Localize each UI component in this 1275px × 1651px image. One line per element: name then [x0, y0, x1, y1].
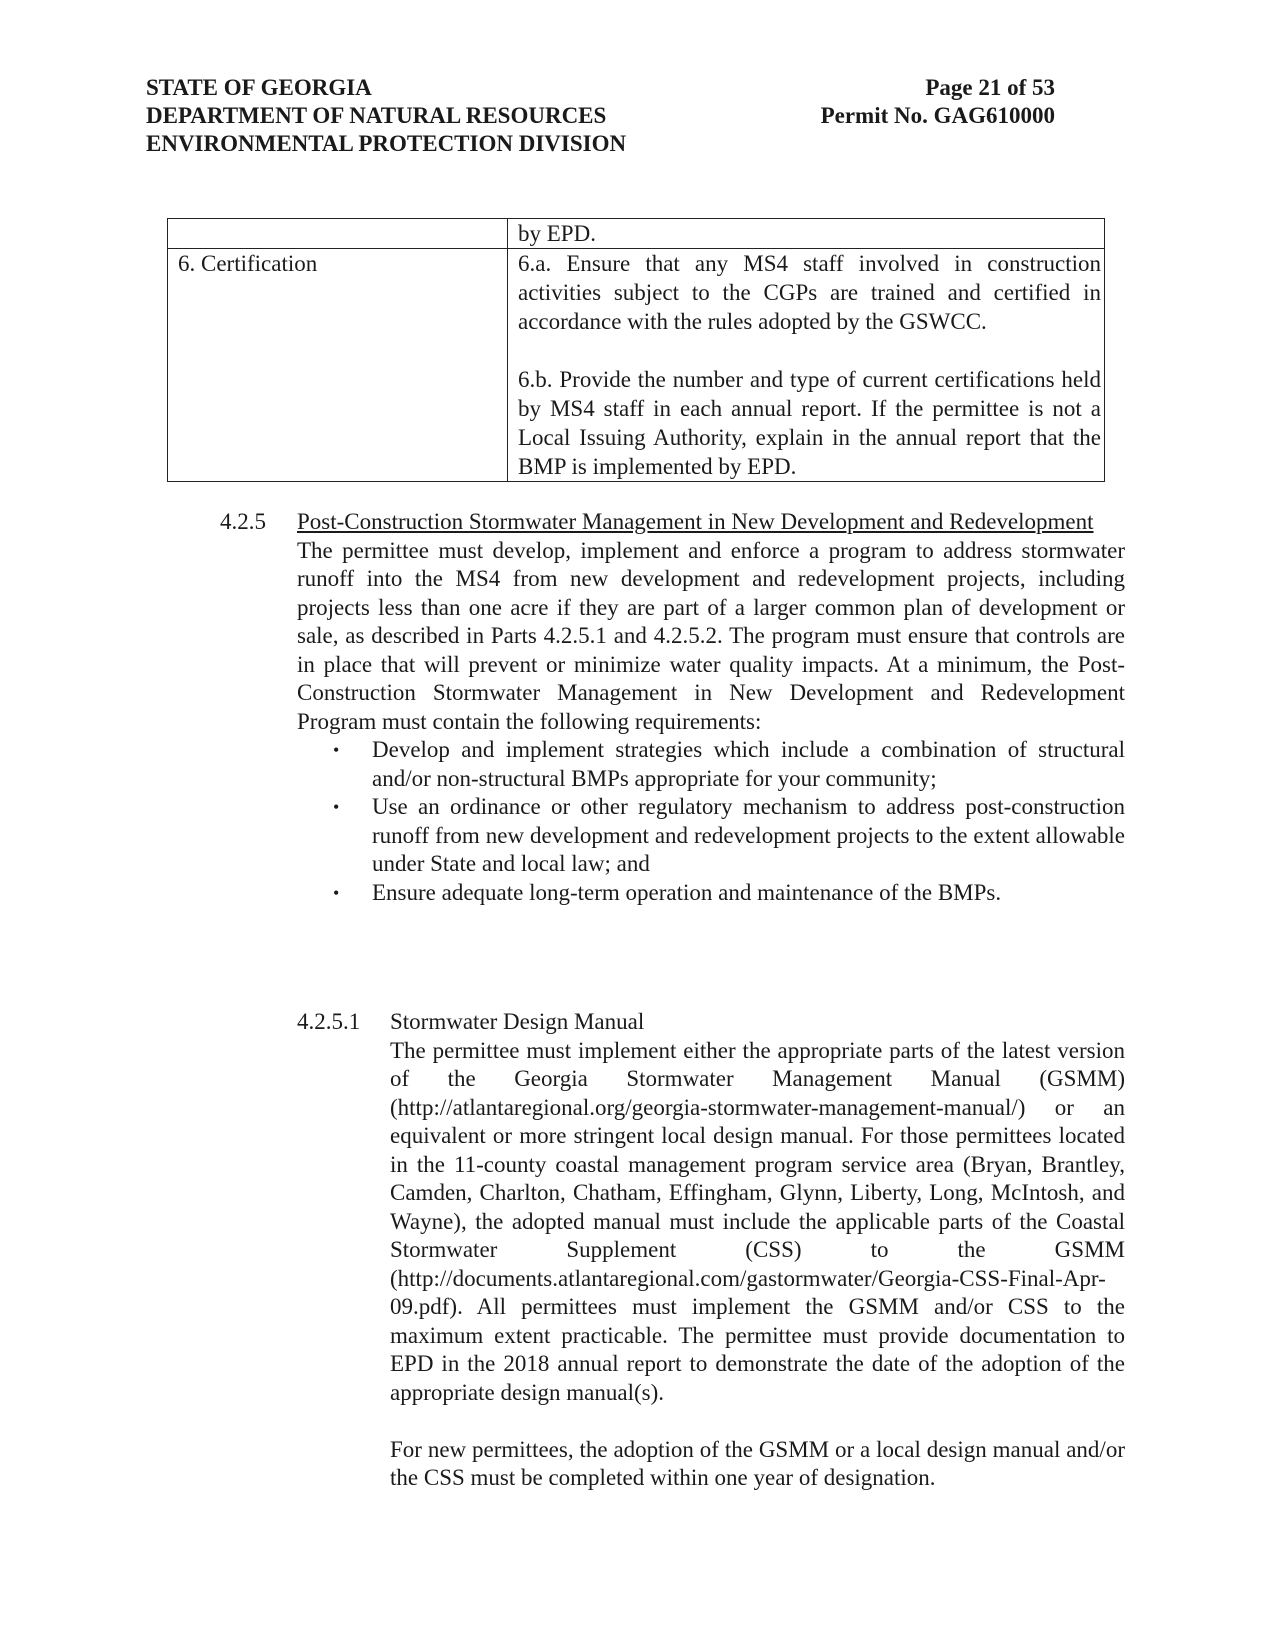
section-title: Post-Construction Stormwater Management in New Development and Redevelopment: [297, 509, 1094, 534]
bullet-icon: •: [333, 797, 340, 817]
table-row: [168, 249, 1105, 482]
subsection-number: 4.2.5.1: [297, 1009, 361, 1034]
list-item-text: Ensure adequate long-term operation and maintenance of the BMPs.: [372, 879, 1002, 905]
subsection-body: [390, 1008, 1125, 1493]
table-cell-requirement: [508, 249, 1105, 482]
bmp-table: [167, 218, 1105, 482]
agency-line-state: STATE OF GEORGIA: [146, 75, 372, 100]
table-cell-requirement: [508, 219, 1105, 249]
subsection-4-2-5-1: [297, 1008, 1125, 1493]
list-item-text: Develop and implement strategies which include a combination of structural and/or non-structural BMPs appropriate for your community;: [372, 737, 1125, 791]
agency-line-division: ENVIRONMENTAL PROTECTION DIVISION: [146, 131, 627, 156]
requirement-list: [297, 736, 1125, 907]
subsection-paragraph: For new permittees, the adoption of the GSMM or a local design manual and/or the CSS must be completed within one year of designation.: [390, 1436, 1125, 1490]
table-cell-bmp: [168, 219, 508, 249]
page-number: Page 21 of 53: [925, 75, 1055, 100]
requirement-text: 6.b. Provide the number and type of current certifications held by MS4 staff in each annual report. If the permittee is not a Local Issuing Authority, explain in the annual report that the BMP is implemented by EPD.: [518, 367, 1101, 479]
permit-number: Permit No. GAG610000: [820, 103, 1055, 128]
requirement-text: by EPD.: [518, 221, 596, 246]
list-item: [297, 736, 1125, 793]
requirement-text: 6.a. Ensure that any MS4 staff involved in construction activities subject to the CGPs are trained and certified in accordance with the rules adopted by the GSWCC.: [518, 251, 1101, 334]
list-item-text: Use an ordinance or other regulatory mechanism to address post-construction runoff from new development and redevelopment projects to the extent allowable under State and local law; and: [372, 794, 1125, 876]
agency-line-department: DEPARTMENT OF NATURAL RESOURCES: [146, 103, 607, 128]
section-number: 4.2.5: [220, 509, 266, 534]
list-item: [297, 793, 1125, 879]
bullet-icon: •: [333, 882, 340, 903]
agency-header: [146, 74, 626, 158]
subsection-title: Stormwater Design Manual: [390, 1009, 645, 1034]
section-4-2-5: [220, 508, 1125, 907]
table-row: [168, 219, 1105, 249]
list-item: [297, 879, 1125, 908]
subsection-paragraph: The permittee must implement either the appropriate parts of the latest version of the Georgia Stormwater Management Manual (GSMM) (http://atlantaregional.org/georgia-stormwater-management-manual/) or an equivalent or more stringent local design manual. For those permittees located in the 11-county coastal management program service area (Bryan, Brantley, Camden, Charlton, Chatham, Effingham, Glynn, Liberty, Long, McIntosh, and Wayne), the adopted manual must include the applicable parts of the Coastal Stormwater Supplement (CSS) to the GSMM (http://documents.atlantaregional.com/gastormwater/Georgia-CSS-Final-Apr-09.pdf). All permittees must implement the GSMM and/or CSS to the maximum extent practicable. The permittee must provide documentation to EPD in the 2018 annual report to demonstrate the date of the adoption of the appropriate design manual(s).: [390, 1037, 1125, 1405]
bullet-icon: •: [333, 740, 340, 760]
table-cell-bmp: 6. Certification: [168, 249, 508, 482]
page-info-header: [795, 74, 1055, 130]
section-paragraph: The permittee must develop, implement and enforce a program to address stormwater runoff into the MS4 from new development and redevelopment projects, including projects less than one acre if they are part of a larger common plan of development or sale, as described in Parts 4.2.5.1 and 4.2.5.2. The program must ensure that controls are in place that will prevent or minimize water quality impacts. At a minimum, the Post-Construction Stormwater Management in New Development and Redevelopment Program must contain the following requirements:: [297, 537, 1125, 734]
section-body: [297, 508, 1125, 907]
